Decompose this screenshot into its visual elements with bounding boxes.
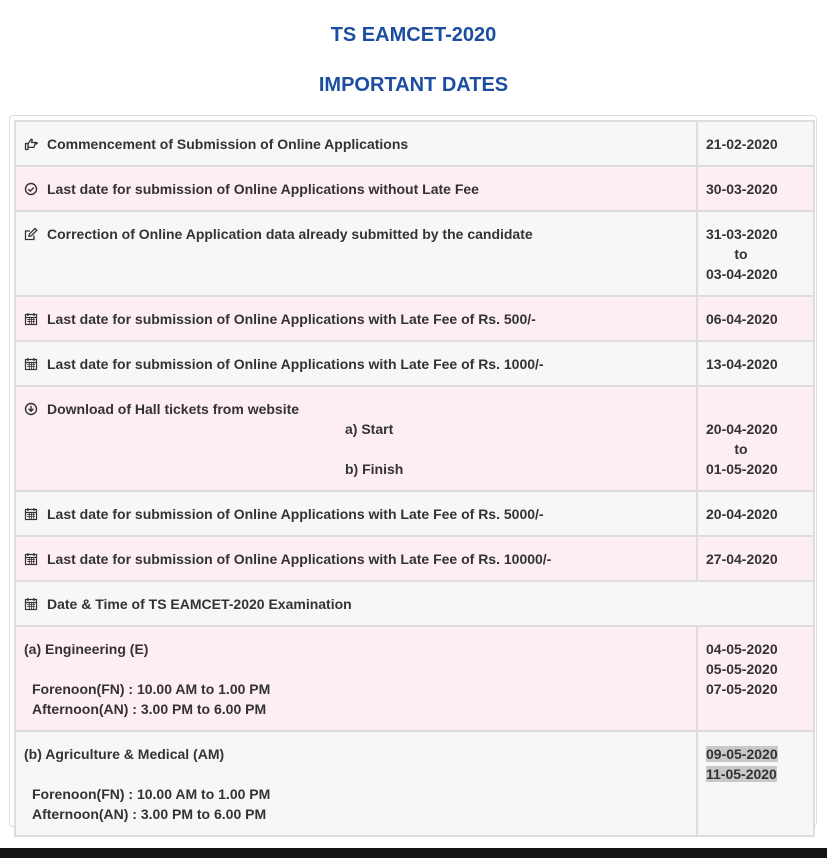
section-title: IMPORTANT DATES (318, 74, 509, 96)
table-row (15, 626, 814, 731)
start-date: 20-04-2020 (706, 421, 778, 437)
date-cell (697, 731, 814, 836)
event-label: Last date for submission of Online Applications with Late Fee of Rs. 10000/- (47, 551, 552, 567)
calendar-icon (24, 507, 38, 521)
exam-cell (15, 626, 697, 731)
date-cell (697, 386, 814, 491)
forenoon-time: Forenoon(FN) : 10.00 AM to 1.00 PM (32, 786, 271, 802)
date-cell (697, 211, 814, 296)
event-label: Last date for submission of Online Applications with Late Fee of Rs. 1000/- (47, 356, 544, 372)
event-cell (15, 341, 697, 386)
footer-bar (0, 848, 827, 858)
calendar-icon (24, 357, 38, 371)
exam-label: (a) Engineering (E) (24, 641, 149, 657)
table-row (15, 536, 814, 581)
to-label: to (734, 246, 748, 262)
event-cell (15, 536, 697, 581)
event-date: 30-03-2020 (706, 181, 778, 197)
page-title: TS EAMCET-2020 (330, 24, 497, 46)
event-date: 06-04-2020 (706, 311, 778, 327)
table-row (15, 296, 814, 341)
event-date: 20-04-2020 (706, 506, 778, 522)
event-label: Last date for submission of Online Applications without Late Fee (47, 181, 479, 197)
event-date: 13-04-2020 (706, 356, 778, 372)
calendar-icon (24, 312, 38, 326)
calendar-icon (24, 552, 38, 566)
end-date: 01-05-2020 (706, 461, 778, 477)
edit-icon (24, 227, 38, 241)
event-label: Download of Hall tickets from website (47, 401, 300, 417)
date-cell (697, 121, 814, 166)
event-date: 21-02-2020 (706, 136, 778, 152)
important-dates-table (14, 120, 815, 837)
check-circle-icon (24, 182, 38, 196)
table-row (15, 121, 814, 166)
exam-date: 09-05-2020 (706, 746, 778, 762)
exam-label: (b) Agriculture & Medical (AM) (24, 746, 225, 762)
start-date: 31-03-2020 (706, 226, 778, 242)
date-cell (697, 536, 814, 581)
hand-point-right-icon (24, 137, 38, 151)
event-label: Correction of Online Application data already submitted by the candidate (47, 226, 533, 242)
event-cell (15, 296, 697, 341)
event-cell (15, 121, 697, 166)
afternoon-time: Afternoon(AN) : 3.00 PM to 6.00 PM (32, 806, 267, 822)
table-row (15, 581, 814, 626)
date-cell (697, 296, 814, 341)
calendar-icon (24, 597, 38, 611)
event-label: Commencement of Submission of Online Applications (47, 136, 409, 152)
table-row (15, 731, 814, 836)
table-row (15, 211, 814, 296)
date-cell (697, 341, 814, 386)
exam-date: 04-05-2020 (706, 641, 778, 657)
start-label: a) Start (345, 421, 394, 437)
table-row (15, 386, 814, 491)
exam-cell (15, 731, 697, 836)
table-row (15, 341, 814, 386)
forenoon-time: Forenoon(FN) : 10.00 AM to 1.00 PM (32, 681, 271, 697)
event-cell (15, 386, 697, 491)
event-cell (15, 211, 697, 296)
exam-date: 05-05-2020 (706, 661, 778, 677)
event-label: Last date for submission of Online Applications with Late Fee of Rs. 5000/- (47, 506, 544, 522)
event-label: Last date for submission of Online Applications with Late Fee of Rs. 500/- (47, 311, 536, 327)
event-date: 27-04-2020 (706, 551, 778, 567)
date-cell (697, 491, 814, 536)
event-cell (15, 166, 697, 211)
table-row (15, 491, 814, 536)
finish-label: b) Finish (345, 461, 404, 477)
table-row (15, 166, 814, 211)
to-label: to (734, 441, 748, 457)
exam-heading: Date & Time of TS EAMCET-2020 Examination (47, 596, 352, 612)
download-circle-icon (24, 402, 38, 416)
afternoon-time: Afternoon(AN) : 3.00 PM to 6.00 PM (32, 701, 267, 717)
date-cell (697, 626, 814, 731)
end-date: 03-04-2020 (706, 266, 778, 282)
event-cell (15, 491, 697, 536)
date-cell (697, 166, 814, 211)
exam-heading-cell (15, 581, 814, 626)
exam-date: 11-05-2020 (706, 766, 777, 782)
exam-date: 07-05-2020 (706, 681, 778, 697)
